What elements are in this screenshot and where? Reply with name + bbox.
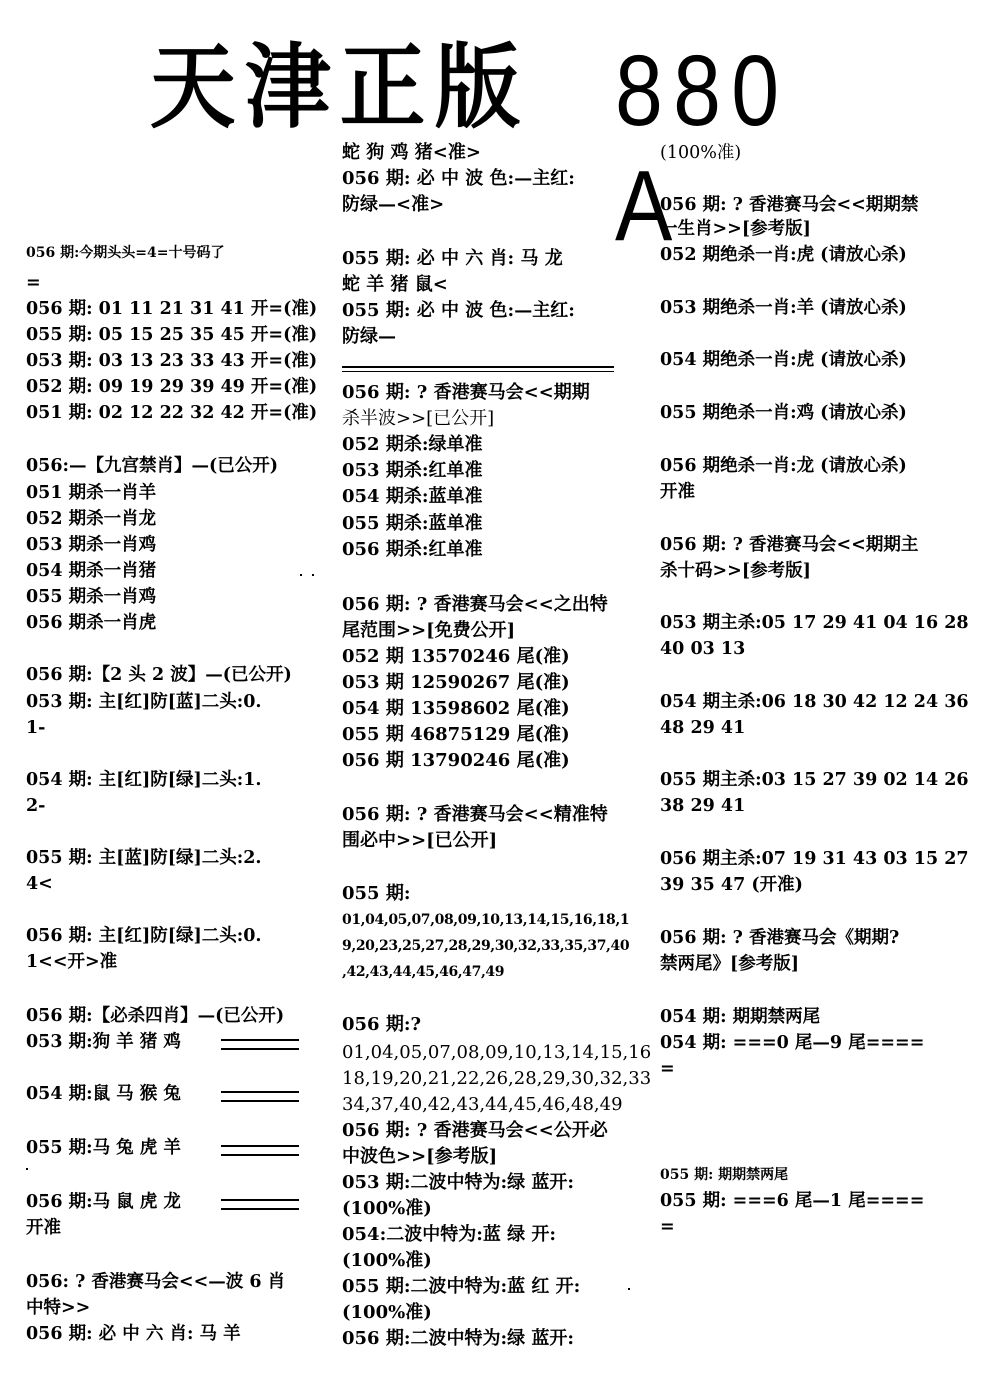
list-item: 055 期: 必 中 波 色:—主红: — [342, 300, 575, 321]
record-row: 053 期: 03 13 23 33 43 开=(准) — [26, 351, 318, 371]
section-title-gongkai: 056 期: ? 香港赛马会<<公开必 — [342, 1120, 608, 1141]
list-item: (100%准) — [660, 143, 742, 163]
list-item: 056 期:二波中特为:绿 蓝开: — [342, 1328, 575, 1349]
section-title-yibo: 056: ? 香港赛马会<<—波 6 肖 — [26, 1272, 286, 1292]
list-item: 056 期 13790246 尾(准) — [342, 750, 570, 771]
list-item: (100%准) — [342, 1198, 432, 1219]
list-item: 054 期杀一肖猪 — [26, 561, 157, 581]
partial-line: 056 期:今期头头=4=十号码了 — [26, 245, 225, 261]
speck — [26, 1168, 28, 1170]
list-item: = — [660, 1059, 675, 1079]
record-row: 056 期: 01 11 21 31 41 开=(准) — [26, 299, 318, 319]
double-rule — [221, 1091, 299, 1102]
list-item: 052 期绝杀一肖:虎 (请放心杀) — [660, 245, 907, 265]
list-item: 053 期杀一肖鸡 — [26, 535, 157, 555]
list-item: 053 期: 主[红]防[蓝]二头:0. — [26, 692, 262, 712]
section-title-liangwei-cont: 禁两尾》[参考版] — [660, 954, 800, 974]
list-item: 055 期主杀:03 15 27 39 02 14 26 — [660, 770, 969, 790]
list-item: 054 期主杀:06 18 30 42 12 24 36 — [660, 692, 969, 712]
list-item: 055 期:马 兔 虎 羊 — [26, 1138, 181, 1158]
list-item: 056 期主杀:07 19 31 43 03 15 27 — [660, 849, 969, 869]
list-item: 055 期:二波中特为:蓝 红 开: — [342, 1276, 581, 1297]
speck — [300, 574, 302, 576]
list-item: 054:二波中特为:蓝 绿 开: — [342, 1224, 557, 1245]
divider — [342, 366, 614, 368]
list-item: 056 期: 主[红]防[绿]二头:0. — [26, 926, 262, 946]
number-list: 9,20,23,25,27,28,29,30,32,33,35,37,40 — [342, 938, 630, 954]
number-list: ,42,43,44,45,46,47,49 — [342, 964, 505, 980]
section-title-shaban: 056 期: ? 香港赛马会<<期期 — [342, 382, 590, 403]
list-item: 056 期:? — [342, 1014, 422, 1035]
record-row: 051 期: 02 12 22 32 42 开=(准) — [26, 403, 318, 423]
list-item: 054 期绝杀一肖:虎 (请放心杀) — [660, 350, 907, 370]
list-item: 053 期 12590267 尾(准) — [342, 672, 570, 693]
list-item: 39 35 47 (开准) — [660, 875, 803, 895]
section-title-jiugong: 056:—【九宫禁肖】—(已公开) — [26, 456, 279, 476]
list-item: 056 期绝杀一肖:龙 (请放心杀) — [660, 456, 907, 476]
section-title-yibo-cont: 中特>> — [26, 1298, 91, 1318]
list-item: 055 期: 必 中 六 肖: 马 龙 — [342, 248, 563, 269]
list-item: 055 期: — [342, 883, 411, 904]
list-item: 054 期: ===0 尾—9 尾==== — [660, 1033, 925, 1053]
section-title-jingzhun: 056 期: ? 香港赛马会<<精准特 — [342, 804, 608, 825]
number-list: 01,04,05,07,08,09,10,13,14,15,16 — [342, 1042, 652, 1063]
list-item: 054 期:鼠 马 猴 兔 — [26, 1084, 181, 1104]
record-row: 052 期: 09 19 29 39 49 开=(准) — [26, 377, 318, 397]
list-item: 053 期绝杀一肖:羊 (请放心杀) — [660, 298, 907, 318]
list-item: 054 期: 期期禁两尾 — [660, 1007, 821, 1027]
list-item: 055 期杀一肖鸡 — [26, 587, 157, 607]
section-title-bisha: 056 期:【必杀四肖】—(已公开) — [26, 1006, 285, 1026]
list-item: 蛇 狗 鸡 猪<准> — [342, 142, 481, 163]
divider — [342, 371, 614, 372]
list-item: 051 期杀一肖羊 — [26, 483, 157, 503]
title-code: 880 A — [615, 35, 790, 262]
section-title-tewei: 056 期: ? 香港赛马会<<之出特 — [342, 594, 608, 615]
list-item: 防绿— — [342, 326, 396, 347]
section-title-liangwei: 056 期: ? 香港赛马会《期期? — [660, 928, 900, 948]
list-item: 4< — [26, 874, 53, 894]
list-item: 053 期主杀:05 17 29 41 04 16 28 — [660, 613, 969, 633]
list-item: 055 期: 期期禁两尾 — [660, 1167, 789, 1183]
list-item: 053 期:二波中特为:绿 蓝开: — [342, 1172, 575, 1193]
list-item: 开准 — [660, 482, 695, 502]
list-item: 055 期杀:蓝单准 — [342, 513, 483, 534]
section-title-tewei-cont: 尾范围>>[免费公开] — [342, 620, 516, 641]
list-item: 055 期绝杀一肖:鸡 (请放心杀) — [660, 403, 907, 423]
number-list: 01,04,05,07,08,09,10,13,14,15,16,18,1 — [342, 912, 630, 928]
section-title-shengxiao-cont: 一生肖>>[参考版] — [660, 219, 811, 239]
list-item: 38 29 41 — [660, 796, 746, 816]
number-list: 34,37,40,42,43,44,45,46,48,49 — [342, 1094, 623, 1115]
speck — [628, 1288, 630, 1290]
list-item: 055 期: ===6 尾—1 尾==== — [660, 1191, 925, 1211]
list-item: 056 期: 必 中 六 肖: 马 羊 — [26, 1324, 241, 1344]
section-title-shima-cont: 杀十码>>[参考版] — [660, 561, 811, 581]
section-title-shengxiao: 056 期: ? 香港赛马会<<期期禁 — [660, 195, 919, 215]
record-row: 055 期: 05 15 25 35 45 开=(准) — [26, 325, 318, 345]
list-item: 056 期杀:红单准 — [342, 539, 483, 560]
double-rule — [221, 1145, 299, 1156]
list-item: 052 期杀:绿单准 — [342, 434, 483, 455]
list-item: 1<<开>准 — [26, 952, 118, 972]
list-item: 056 期:马 鼠 虎 龙 — [26, 1192, 181, 1212]
list-item: 054 期: 主[红]防[绿]二头:1. — [26, 770, 262, 790]
list-item: 052 期 13570246 尾(准) — [342, 646, 570, 667]
list-item: 055 期 46875129 尾(准) — [342, 724, 570, 745]
list-item: 1- — [26, 718, 46, 738]
list-item: 防绿—<准> — [342, 194, 445, 215]
double-rule — [221, 1039, 299, 1050]
list-item: = — [660, 1217, 675, 1237]
list-item: 056 期: 必 中 波 色:—主红: — [342, 168, 575, 189]
double-rule — [221, 1199, 299, 1210]
speck — [312, 574, 314, 576]
section-title-gongkai-cont: 中波色>>[参考版] — [342, 1146, 498, 1167]
title-chinese: 天津正版 — [150, 33, 530, 141]
list-item: 052 期杀一肖龙 — [26, 509, 157, 529]
list-item: 48 29 41 — [660, 718, 746, 738]
list-item: 2- — [26, 796, 46, 816]
list-item: 054 期 13598602 尾(准) — [342, 698, 570, 719]
list-item: 053 期杀:红单准 — [342, 460, 483, 481]
section-title-jingzhun-cont: 围必中>>[已公开] — [342, 830, 498, 851]
section-title-erbo: 056 期:【2 头 2 波】—(已公开) — [26, 665, 292, 685]
list-item: 056 期杀一肖虎 — [26, 613, 157, 633]
section-title-shaban-cont: 杀半波>>[已公开] — [342, 408, 495, 429]
list-item: 053 期:狗 羊 猪 鸡 — [26, 1032, 181, 1052]
list-item: 40 03 13 — [660, 639, 746, 659]
list-item: (100%准) — [342, 1250, 432, 1271]
number-list: 18,19,20,21,22,26,28,29,30,32,33 — [342, 1068, 652, 1089]
list-item: 054 期杀:蓝单准 — [342, 486, 483, 507]
list-item: 蛇 羊 猪 鼠< — [342, 274, 448, 295]
partial-eq: = — [26, 273, 41, 293]
list-item: 055 期: 主[蓝]防[绿]二头:2. — [26, 848, 262, 868]
list-item: (100%准) — [342, 1302, 432, 1323]
section-title-shima: 056 期: ? 香港赛马会<<期期主 — [660, 535, 919, 555]
list-item: 开准 — [26, 1218, 61, 1238]
